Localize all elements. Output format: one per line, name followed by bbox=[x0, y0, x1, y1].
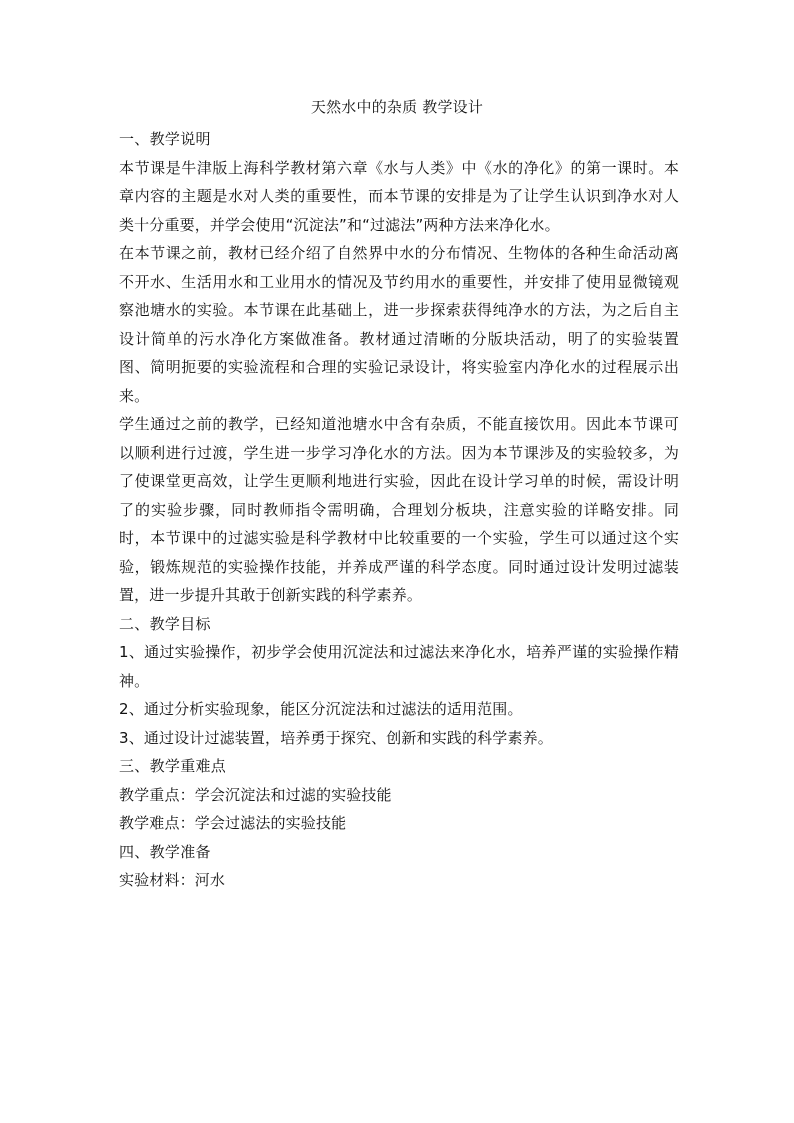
paragraph-student-background: 学生通过之前的教学，已经知道池塘水中含有杂质，不能直接饮用。因此本节课可以顺利进行过渡，学生进一步学习净化水的方法。因为本节课涉及的实验较多，为了使课堂更高效，让学生更顺利地进行实验，因此在设计学习单的时候，需设计明了的实验步骤，同时教师指令需明确，合理划分板块，注意实验的详略安排。同时，本节课中的过滤实验是科学教材中比较重要的一个实验，学生可以通过这个实验，锻炼规范的实验操作技能，并养成严谨的科学态度。同时通过设计发明过滤装置，进一步提升其敢于创新实践的科学素养。 bbox=[119, 415, 679, 604]
key-point-text: 教学重点：学会沉淀法和过滤的实验技能 bbox=[119, 785, 392, 804]
list-item-goal-1: 1、通过实验操作，初步学会使用沉淀法和过滤法来净化水，培养严谨的实验操作精神。 bbox=[119, 643, 679, 690]
materials-text: 实验材料：河水 bbox=[119, 871, 226, 889]
paragraph-prior-content: 在本节课之前，教材已经介绍了自然界中水的分布情况、生物体的各种生命活动离不开水、生活用水和工业用水的情况及节约用水的重要性，并安排了使用显微镜观察池塘水的实验。本节课在此基础上，进一步探索获得纯净水的方法，为之后自主设计简单的污水净化方案做准备。教材通过清晰的分版块活动，明了的实验装置图、简明扼要的实验流程和合理的实验记录设计，将实验室内净化水的过程展示出来。 bbox=[119, 244, 679, 405]
paragraph-course-overview: 本节课是牛津版上海科学教材第六章《水与人类》中《水的净化》的第一课时。本章内容的主题是水对人类的重要性，而本节课的安排是为了让学生认识到净水对人类十分重要，并学会使用“沉淀法”和“过滤法”两种方法来净化水。 bbox=[119, 158, 679, 234]
section-heading-teaching-notes: 一、教学说明 bbox=[119, 130, 211, 148]
list-item-goal-2: 2、通过分析实验现象，能区分沉淀法和过滤法的适用范围。 bbox=[119, 700, 523, 718]
document-title: 天然水中的杂质 教学设计 bbox=[310, 98, 484, 116]
list-item-goal-3: 3、通过设计过滤装置，培养勇于探究、创新和实践的科学素养。 bbox=[119, 728, 553, 747]
section-heading-preparation: 四、教学准备 bbox=[119, 842, 211, 861]
section-heading-teaching-goals: 二、教学目标 bbox=[119, 614, 211, 633]
difficult-point-text: 教学难点：学会过滤法的实验技能 bbox=[119, 814, 347, 832]
document-body bbox=[119, 125, 679, 895]
section-heading-key-points: 三、教学重难点 bbox=[119, 757, 227, 775]
